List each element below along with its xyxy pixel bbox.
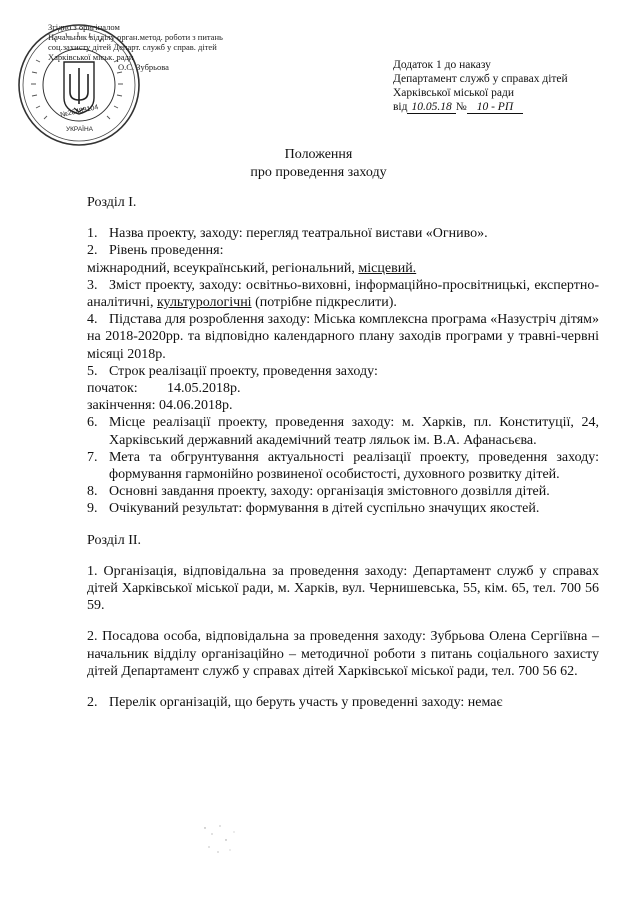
appendix-line: Департамент служб у справах дітей	[393, 73, 568, 85]
appendix-date-line	[393, 100, 613, 114]
section1-item: 4. Підстава для розроблення заходу: Міська комплексна програма «Назустріч дітям» на 2018-2020рр. та відповідно календарного плану заходів програми у травні-червні місяці 2018р.	[87, 312, 599, 362]
section1-item: 3. Зміст проекту, заходу: освітньо-виховні, інформаційно-просвітницькі, експертно-аналітичні, культурологічні (потрібне підкреслити).	[87, 277, 599, 311]
approval-line: Харківської міськ. ради	[48, 52, 134, 62]
selected-content-type: культурологічні	[156, 295, 252, 311]
section1-item: 2. Рівень проведення:	[87, 243, 224, 259]
section1-item: 8. Основні завдання проекту, заходу: організація змістовного дозвілля дітей.	[87, 484, 550, 500]
approval-line: Начальник відділу орган.метод. роботи з питань	[48, 32, 223, 42]
appendix-from-label: від	[393, 101, 408, 113]
section2-item: 2. Посадова особа, відповідальна за проведення заходу: Зубрьова Олена Сергіївна – начальник відділу організаційно – методичної роботи з питань соціального захисту дітей Департамент служб у справах дітей Харківської міської ради, тел. 700 56 62.	[87, 629, 599, 679]
order-number-label: №	[455, 101, 467, 113]
approval-line: О.С. Зубрьова	[118, 62, 169, 72]
document-body	[87, 194, 599, 711]
document-title	[0, 146, 637, 182]
appendix-block	[393, 58, 613, 114]
seal-bottom-text: УКРАЇНА	[66, 126, 93, 133]
seal-number: №26489104	[59, 104, 99, 119]
appendix-line: Харківської міської ради	[393, 87, 514, 99]
order-number: 10 - РП	[467, 101, 523, 114]
seal-ring-text	[150, 6, 151, 7]
approval-stamp	[48, 22, 228, 72]
section1-heading: Розділ І.	[87, 195, 137, 210]
selected-level: місцевий.	[358, 260, 417, 276]
section2-heading: Розділ ІІ.	[87, 532, 142, 548]
order-date: 10.05.18	[407, 101, 455, 114]
section2-item: 1. Організація, відповідальна за проведення заходу: Департамент служб у справах дітей Харківської міської ради, м. Харків, вул. Чернишевська, 55, кім. 65, тел. 700 56 59.	[87, 563, 600, 614]
approval-line: соц.захисту дітей Департ. служб у справ. дітей	[48, 42, 217, 52]
title-line1: Положення	[284, 147, 353, 162]
title-line2: про проведення заходу	[250, 165, 387, 180]
section1-item: 9. Очікуваний результат: формування в дітей суспільно значущих якостей.	[87, 501, 540, 517]
end-date-line: закінчення: 04.06.2018р.	[87, 398, 233, 414]
section2-item: 2. Перелік організацій, що беруть участь у проведенні заходу: немає	[87, 695, 503, 711]
section1-item: 1. Назва проекту, заходу: перегляд театральної вистави «Огниво».	[87, 226, 488, 242]
approval-line: Згідно з оригіналом	[48, 22, 120, 32]
start-date-line: початок: 14.05.2018р.	[87, 381, 241, 397]
section1-item: 5. Строк реалізації проекту, проведення заходу:	[87, 363, 378, 379]
appendix-line: Додаток 1 до наказу	[393, 59, 491, 71]
scan-speckle-icon	[200, 820, 240, 860]
section1-item: 6. Місце реалізації проекту, проведення заходу: м. Харків, пл. Конституції, 24, Харківський державний академічний театр ляльок ім. В.А. Афанасьєва.	[87, 415, 599, 448]
level-options: міжнародний, всеукраїнський, регіональний, місцевий.	[87, 260, 417, 276]
section1-item: 7. Мета та обгрунтування актуальності реалізації проекту, проведення заходу: формування гармонійно розвиненої особистості, духовного розвитку дітей.	[87, 449, 599, 483]
